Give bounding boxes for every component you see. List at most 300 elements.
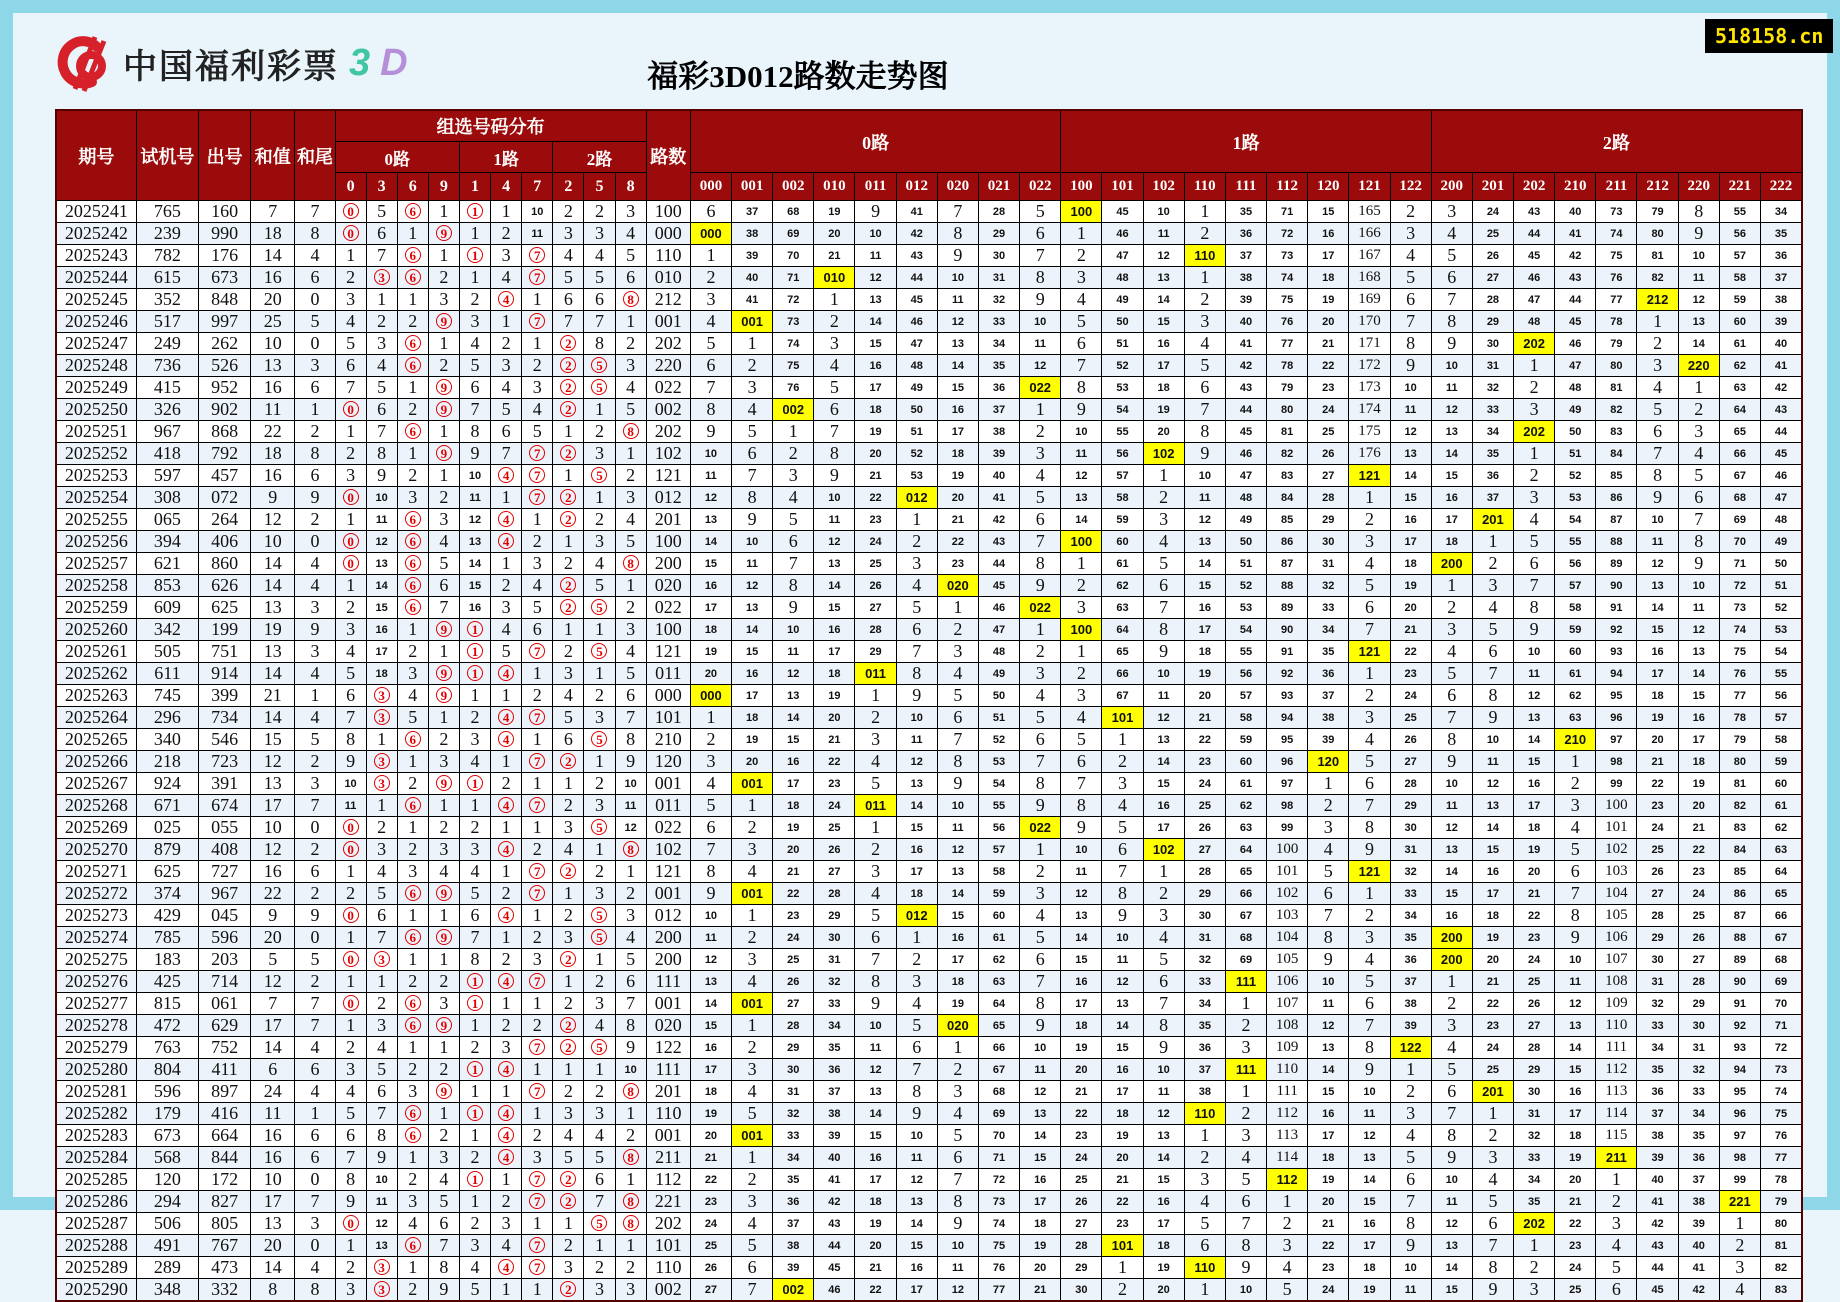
road-miss-cell: 8 bbox=[1020, 553, 1061, 575]
road-miss-cell: 13 bbox=[896, 1191, 937, 1213]
road-miss-cell: 11 bbox=[690, 927, 731, 949]
road-miss-cell: 19 bbox=[937, 993, 978, 1015]
road-miss-cell: 20 bbox=[690, 663, 731, 685]
road-miss-cell: 25 bbox=[855, 553, 896, 575]
dist-cell bbox=[428, 223, 459, 245]
road-miss-cell: 1 bbox=[1514, 443, 1555, 465]
road-miss-cell: 9 bbox=[1020, 1015, 1061, 1037]
table-row bbox=[56, 1059, 1802, 1081]
sum-tail-cell: 6 bbox=[295, 861, 335, 883]
sum-cell: 16 bbox=[251, 267, 295, 289]
dist-cell bbox=[522, 1037, 553, 1059]
road-miss-cell: 9 bbox=[1431, 751, 1472, 773]
road-miss-cell: 10 bbox=[1678, 575, 1719, 597]
road-miss-cell: 63 bbox=[1719, 377, 1760, 399]
road-miss-cell: 9 bbox=[1349, 839, 1390, 861]
test-number-cell: 065 bbox=[136, 509, 198, 531]
period-cell: 2025270 bbox=[56, 839, 136, 861]
road-miss-cell: 95 bbox=[1719, 1081, 1760, 1103]
dist-cell: 2 bbox=[428, 487, 459, 509]
dist-cell: 1 bbox=[335, 421, 366, 443]
table-row bbox=[56, 289, 1802, 311]
road-miss-cell: 3 bbox=[732, 377, 773, 399]
dist-cell: 3 bbox=[397, 1081, 428, 1103]
road-miss-cell: 14 bbox=[1390, 465, 1431, 487]
road-miss-cell: 80 bbox=[1637, 223, 1678, 245]
road-miss-cell: 3 bbox=[1143, 905, 1184, 927]
road-miss-cell: 9 bbox=[937, 773, 978, 795]
road-miss-cell: 12 bbox=[1308, 1015, 1349, 1037]
road-miss-cell: 33 bbox=[978, 311, 1019, 333]
dist-cell: 1 bbox=[553, 883, 584, 905]
drawn-digit-circle: 4 bbox=[498, 467, 514, 483]
drawn-digit-circle: 6 bbox=[405, 1127, 421, 1143]
road-miss-cell: 15 bbox=[896, 817, 937, 839]
drawn-digit-circle: 2 bbox=[560, 357, 576, 373]
road-miss-cell: 24 bbox=[1637, 817, 1678, 839]
road-hit-cell: 022 bbox=[1020, 377, 1061, 399]
drawn-digit-circle: 1 bbox=[467, 775, 483, 791]
road-miss-cell: 42 bbox=[814, 1191, 855, 1213]
road-miss-cell: 14 bbox=[1061, 509, 1102, 531]
road-miss-cell: 14 bbox=[1637, 597, 1678, 619]
road-miss-cell: 1 bbox=[1184, 267, 1225, 289]
road-miss-cell: 13 bbox=[1349, 1147, 1390, 1169]
test-number-cell: 239 bbox=[136, 223, 198, 245]
dist-cell bbox=[428, 443, 459, 465]
road-miss-cell: 6 bbox=[1020, 223, 1061, 245]
road-miss-cell: 2 bbox=[1431, 993, 1472, 1015]
road-miss-cell: 41 bbox=[814, 1169, 855, 1191]
dist-cell bbox=[335, 905, 366, 927]
dist-cell: 3 bbox=[553, 223, 584, 245]
road-miss-cell: 6 bbox=[1184, 377, 1225, 399]
road-value-cell: 022 bbox=[646, 377, 690, 399]
draw-number-cell: 199 bbox=[199, 619, 251, 641]
road-miss-cell: 23 bbox=[1102, 1213, 1143, 1235]
dist-cell: 8 bbox=[615, 1015, 646, 1037]
road-miss-cell: 40 bbox=[1678, 1235, 1719, 1257]
road-miss-cell: 38 bbox=[1637, 1125, 1678, 1147]
road-hit-cell: 022 bbox=[1020, 597, 1061, 619]
drawn-digit-circle: 2 bbox=[560, 1039, 576, 1055]
draw-number-cell: 714 bbox=[199, 971, 251, 993]
table-row bbox=[56, 465, 1802, 487]
road-miss-cell: 68 bbox=[1225, 927, 1266, 949]
table-row bbox=[56, 619, 1802, 641]
dist-cell: 5 bbox=[553, 1147, 584, 1169]
road-miss-cell: 44 bbox=[1225, 399, 1266, 421]
draw-number-cell: 673 bbox=[199, 267, 251, 289]
road-hit-cell: 110 bbox=[1184, 1257, 1225, 1279]
road-miss-cell: 2 bbox=[690, 267, 731, 289]
road-miss-cell: 11 bbox=[1184, 487, 1225, 509]
drawn-digit-circle: 4 bbox=[498, 907, 514, 923]
drawn-digit-circle: 7 bbox=[529, 1039, 545, 1055]
road-miss-cell: 8 bbox=[1390, 333, 1431, 355]
dist-cell bbox=[584, 355, 615, 377]
dist-cell bbox=[522, 641, 553, 663]
road-miss-cell: 10 bbox=[814, 487, 855, 509]
road-miss-cell: 4 bbox=[732, 971, 773, 993]
road-col-header: 101 bbox=[1102, 173, 1143, 201]
test-number-cell: 879 bbox=[136, 839, 198, 861]
dist-cell bbox=[459, 1103, 490, 1125]
dist-cell: 1 bbox=[522, 333, 553, 355]
road-miss-cell: 62 bbox=[1719, 355, 1760, 377]
road-miss-cell: 15 bbox=[1472, 839, 1513, 861]
road-miss-cell: 14 bbox=[855, 1103, 896, 1125]
road-miss-cell: 26 bbox=[1061, 1191, 1102, 1213]
road-miss-cell: 41 bbox=[732, 289, 773, 311]
road-miss-cell: 11 bbox=[1349, 1103, 1390, 1125]
road-miss-cell: 13 bbox=[896, 773, 937, 795]
period-cell: 2025256 bbox=[56, 531, 136, 553]
road-hit-cell: 012 bbox=[896, 487, 937, 509]
table-row bbox=[56, 1191, 1802, 1213]
drawn-digit-circle: 6 bbox=[405, 731, 421, 747]
sum-cell: 14 bbox=[251, 553, 295, 575]
road-miss-cell: 4 bbox=[1678, 443, 1719, 465]
road-miss-cell: 13 bbox=[1678, 641, 1719, 663]
dist-cell: 6 bbox=[553, 729, 584, 751]
table-row bbox=[56, 1037, 1802, 1059]
road-miss-cell: 65 bbox=[978, 1015, 1019, 1037]
dist-cell bbox=[335, 223, 366, 245]
road-miss-cell: 83 bbox=[1760, 1279, 1802, 1302]
road-miss-cell: 8 bbox=[1678, 531, 1719, 553]
dist-cell: 6 bbox=[584, 1169, 615, 1191]
drawn-digit-circle: 2 bbox=[560, 863, 576, 879]
road-miss-cell: 16 bbox=[814, 619, 855, 641]
road-miss-cell: 38 bbox=[814, 1103, 855, 1125]
road-miss-cell: 3 bbox=[1184, 311, 1225, 333]
sum-cell: 17 bbox=[251, 1191, 295, 1213]
road-miss-cell: 67 bbox=[1102, 685, 1143, 707]
road-miss-cell: 86 bbox=[1596, 487, 1637, 509]
dist-cell: 3 bbox=[491, 245, 522, 267]
dist-cell bbox=[366, 707, 397, 729]
road-miss-cell: 12 bbox=[1637, 553, 1678, 575]
dist-cell: 2 bbox=[397, 1059, 428, 1081]
dist-cell bbox=[397, 333, 428, 355]
dist-cell: 1 bbox=[553, 1059, 584, 1081]
test-number-cell: 853 bbox=[136, 575, 198, 597]
road-miss-cell: 21 bbox=[1308, 1213, 1349, 1235]
sum-tail-cell: 7 bbox=[295, 1191, 335, 1213]
road-miss-cell: 9 bbox=[896, 1103, 937, 1125]
dist-cell bbox=[428, 685, 459, 707]
table-row bbox=[56, 1125, 1802, 1147]
dist-cell bbox=[366, 267, 397, 289]
road-miss-cell: 39 bbox=[1390, 1015, 1431, 1037]
road-miss-cell: 34 bbox=[1514, 1169, 1555, 1191]
road-miss-cell: 5 bbox=[1514, 531, 1555, 553]
road-miss-cell: 63 bbox=[1555, 707, 1596, 729]
road-miss-cell: 32 bbox=[1308, 575, 1349, 597]
dist-cell: 4 bbox=[366, 861, 397, 883]
road-miss-cell: 11 bbox=[1678, 597, 1719, 619]
road-miss-cell: 4 bbox=[1020, 905, 1061, 927]
table-row bbox=[56, 245, 1802, 267]
dist-cell bbox=[397, 1015, 428, 1037]
period-cell: 2025288 bbox=[56, 1235, 136, 1257]
road-miss-cell: 87 bbox=[1596, 509, 1637, 531]
dist-cell: 2 bbox=[335, 443, 366, 465]
road-miss-cell: 91 bbox=[1719, 993, 1760, 1015]
road-value-cell: 121 bbox=[646, 861, 690, 883]
period-cell: 2025255 bbox=[56, 509, 136, 531]
road-miss-cell: 31 bbox=[1637, 971, 1678, 993]
road-miss-cell: 6 bbox=[855, 927, 896, 949]
road-miss-cell: 14 bbox=[690, 531, 731, 553]
dist-cell bbox=[397, 1235, 428, 1257]
drawn-digit-circle: 1 bbox=[467, 995, 483, 1011]
road-miss-cell: 102 bbox=[1267, 883, 1308, 905]
road-miss-cell: 21 bbox=[1678, 817, 1719, 839]
dist-cell: 2 bbox=[553, 641, 584, 663]
draw-number-cell: 332 bbox=[199, 1279, 251, 1302]
test-number-cell: 418 bbox=[136, 443, 198, 465]
road-miss-cell: 58 bbox=[1225, 707, 1266, 729]
road-miss-cell: 32 bbox=[978, 289, 1019, 311]
dist-cell: 3 bbox=[335, 619, 366, 641]
road-hit-cell: 110 bbox=[1184, 245, 1225, 267]
road-hit-cell: 022 bbox=[1020, 817, 1061, 839]
section-header-road1: 1路 bbox=[1061, 110, 1431, 173]
road-miss-cell: 35 bbox=[814, 1037, 855, 1059]
road-miss-cell: 1 bbox=[1472, 1103, 1513, 1125]
road-miss-cell: 13 bbox=[1472, 795, 1513, 817]
dist-cell: 15 bbox=[366, 597, 397, 619]
road-miss-cell: 89 bbox=[1596, 553, 1637, 575]
road-miss-cell: 19 bbox=[937, 465, 978, 487]
road-miss-cell: 12 bbox=[937, 311, 978, 333]
dist-cell: 6 bbox=[428, 1213, 459, 1235]
road-miss-cell: 6 bbox=[1308, 883, 1349, 905]
road-value-cell: 221 bbox=[646, 1191, 690, 1213]
dist-cell bbox=[491, 971, 522, 993]
road-miss-cell: 27 bbox=[1061, 1213, 1102, 1235]
dist-cell: 1 bbox=[335, 1235, 366, 1257]
road-miss-cell: 11 bbox=[1678, 267, 1719, 289]
road-value-cell: 102 bbox=[646, 443, 690, 465]
dist-cell: 8 bbox=[335, 729, 366, 751]
dist-cell: 1 bbox=[428, 333, 459, 355]
drawn-digit-circle: 0 bbox=[343, 995, 359, 1011]
road-miss-cell: 6 bbox=[937, 707, 978, 729]
draw-number-cell: 406 bbox=[199, 531, 251, 553]
road-miss-cell: 9 bbox=[1349, 1059, 1390, 1081]
road-value-cell: 122 bbox=[646, 1037, 690, 1059]
road-miss-cell: 3 bbox=[1349, 707, 1390, 729]
road-miss-cell: 101 bbox=[1267, 861, 1308, 883]
road-miss-cell: 37 bbox=[814, 1081, 855, 1103]
road-miss-cell: 19 bbox=[1514, 839, 1555, 861]
dist-cell: 4 bbox=[491, 267, 522, 289]
road-miss-cell: 6 bbox=[1514, 553, 1555, 575]
draw-number-cell: 626 bbox=[199, 575, 251, 597]
road-miss-cell: 29 bbox=[978, 223, 1019, 245]
dist-cell: 1 bbox=[459, 1081, 490, 1103]
road-miss-cell: 53 bbox=[1555, 487, 1596, 509]
table-row bbox=[56, 1081, 1802, 1103]
road-col-header: 121 bbox=[1349, 173, 1390, 201]
period-cell: 2025247 bbox=[56, 333, 136, 355]
table-row bbox=[56, 311, 1802, 333]
dist-cell: 6 bbox=[491, 421, 522, 443]
road-miss-cell: 45 bbox=[1102, 201, 1143, 223]
dist-cell: 1 bbox=[584, 663, 615, 685]
dist-cell bbox=[459, 619, 490, 641]
dist-cell bbox=[615, 1191, 646, 1213]
road-miss-cell: 5 bbox=[1390, 267, 1431, 289]
road-miss-cell: 56 bbox=[978, 817, 1019, 839]
dist-cell: 2 bbox=[522, 927, 553, 949]
road-hit-cell: 120 bbox=[1308, 751, 1349, 773]
road-miss-cell: 18 bbox=[1308, 267, 1349, 289]
road-miss-cell: 94 bbox=[1719, 1059, 1760, 1081]
road-miss-cell: 1 bbox=[1225, 993, 1266, 1015]
dist-cell: 2 bbox=[584, 773, 615, 795]
road-miss-cell: 6 bbox=[1678, 487, 1719, 509]
road-miss-cell: 37 bbox=[1184, 1059, 1225, 1081]
road-miss-cell: 2 bbox=[1349, 509, 1390, 531]
road-miss-cell: 23 bbox=[814, 773, 855, 795]
road-miss-cell: 23 bbox=[1390, 663, 1431, 685]
road-miss-cell: 40 bbox=[732, 267, 773, 289]
road-miss-cell: 18 bbox=[732, 707, 773, 729]
road-miss-cell: 1 bbox=[855, 685, 896, 707]
drawn-digit-circle: 0 bbox=[343, 489, 359, 505]
road-hit-cell: 020 bbox=[937, 575, 978, 597]
dist-cell bbox=[522, 707, 553, 729]
road-miss-cell: 29 bbox=[1061, 1257, 1102, 1279]
sum-tail-cell: 6 bbox=[295, 1125, 335, 1147]
road-miss-cell: 48 bbox=[1102, 267, 1143, 289]
sum-tail-cell: 2 bbox=[295, 421, 335, 443]
dist-cell bbox=[335, 399, 366, 421]
drawn-digit-circle: 1 bbox=[467, 1171, 483, 1187]
dist-cell: 3 bbox=[397, 663, 428, 685]
road-miss-cell: 54 bbox=[978, 773, 1019, 795]
dist-cell: 4 bbox=[584, 553, 615, 575]
drawn-digit-circle: 6 bbox=[405, 335, 421, 351]
dist-cell bbox=[397, 729, 428, 751]
sum-cell: 13 bbox=[251, 355, 295, 377]
road-miss-cell: 2 bbox=[1020, 641, 1061, 663]
period-cell: 2025251 bbox=[56, 421, 136, 443]
dist-cell bbox=[584, 817, 615, 839]
road-miss-cell: 20 bbox=[1143, 1279, 1184, 1302]
draw-number-cell: 902 bbox=[199, 399, 251, 421]
road-miss-cell: 31 bbox=[1390, 839, 1431, 861]
road-miss-cell: 3 bbox=[1061, 597, 1102, 619]
dist-cell: 5 bbox=[366, 883, 397, 905]
road-miss-cell: 14 bbox=[1308, 1059, 1349, 1081]
road-miss-cell: 46 bbox=[1225, 443, 1266, 465]
dist-cell bbox=[553, 487, 584, 509]
test-number-cell: 491 bbox=[136, 1235, 198, 1257]
road-miss-cell: 36 bbox=[1225, 223, 1266, 245]
road-miss-cell: 27 bbox=[1637, 883, 1678, 905]
road-miss-cell: 17 bbox=[1349, 1235, 1390, 1257]
road-miss-cell: 14 bbox=[1184, 553, 1225, 575]
road-miss-cell: 82 bbox=[1637, 267, 1678, 289]
road-miss-cell: 18 bbox=[855, 399, 896, 421]
road-miss-cell: 79 bbox=[1267, 377, 1308, 399]
road-miss-cell: 2 bbox=[690, 729, 731, 751]
road-miss-cell: 26 bbox=[814, 839, 855, 861]
road-miss-cell: 33 bbox=[814, 993, 855, 1015]
road-miss-cell: 78 bbox=[1596, 311, 1637, 333]
road-miss-cell: 3 bbox=[1020, 883, 1061, 905]
road-miss-cell: 60 bbox=[1555, 641, 1596, 663]
table-row bbox=[56, 1213, 1802, 1235]
road-miss-cell: 72 bbox=[1760, 1037, 1802, 1059]
road-miss-cell: 28 bbox=[1061, 1235, 1102, 1257]
road-miss-cell: 52 bbox=[1102, 355, 1143, 377]
road-miss-cell: 12 bbox=[1020, 1081, 1061, 1103]
road-miss-cell: 17 bbox=[690, 1059, 731, 1081]
road-miss-cell: 100 bbox=[1267, 839, 1308, 861]
dist-cell bbox=[459, 1059, 490, 1081]
road-miss-cell: 20 bbox=[1143, 421, 1184, 443]
dist-cell: 3 bbox=[459, 729, 490, 751]
road-miss-cell: 9 bbox=[937, 1213, 978, 1235]
sum-cell: 14 bbox=[251, 707, 295, 729]
period-cell: 2025286 bbox=[56, 1191, 136, 1213]
table-row bbox=[56, 487, 1802, 509]
draw-number-cell: 473 bbox=[199, 1257, 251, 1279]
period-cell: 2025265 bbox=[56, 729, 136, 751]
draw-number-cell: 172 bbox=[199, 1169, 251, 1191]
period-cell: 2025273 bbox=[56, 905, 136, 927]
road-miss-cell: 22 bbox=[1637, 773, 1678, 795]
road-miss-cell: 3 bbox=[1596, 1213, 1637, 1235]
sum-tail-cell: 2 bbox=[295, 971, 335, 993]
dist-cell: 2 bbox=[366, 817, 397, 839]
dist-cell: 4 bbox=[553, 245, 584, 267]
road-miss-cell: 21 bbox=[1514, 883, 1555, 905]
draw-number-cell: 264 bbox=[199, 509, 251, 531]
drawn-digit-circle: 1 bbox=[467, 973, 483, 989]
road-miss-cell: 38 bbox=[732, 223, 773, 245]
table-row bbox=[56, 553, 1802, 575]
road-hit-cell: 001 bbox=[732, 993, 773, 1015]
test-number-cell: 596 bbox=[136, 1081, 198, 1103]
road-miss-cell: 8 bbox=[1514, 597, 1555, 619]
dist-cell: 1 bbox=[428, 795, 459, 817]
dist-cell bbox=[553, 949, 584, 971]
road-miss-cell: 31 bbox=[1472, 355, 1513, 377]
road-miss-cell: 28 bbox=[1514, 1037, 1555, 1059]
period-cell: 2025259 bbox=[56, 597, 136, 619]
dist-cell bbox=[428, 311, 459, 333]
test-number-cell: 394 bbox=[136, 531, 198, 553]
road-miss-cell: 45 bbox=[1514, 245, 1555, 267]
period-cell: 2025250 bbox=[56, 399, 136, 421]
dist-cell: 1 bbox=[397, 1257, 428, 1279]
dist-cell: 2 bbox=[397, 465, 428, 487]
road-miss-cell: 43 bbox=[978, 531, 1019, 553]
road-miss-cell: 13 bbox=[1143, 729, 1184, 751]
table-row bbox=[56, 685, 1802, 707]
drawn-digit-circle: 1 bbox=[467, 643, 483, 659]
road-miss-cell: 6 bbox=[1143, 971, 1184, 993]
road-miss-cell: 2 bbox=[1349, 685, 1390, 707]
road-miss-cell: 5 bbox=[1061, 311, 1102, 333]
